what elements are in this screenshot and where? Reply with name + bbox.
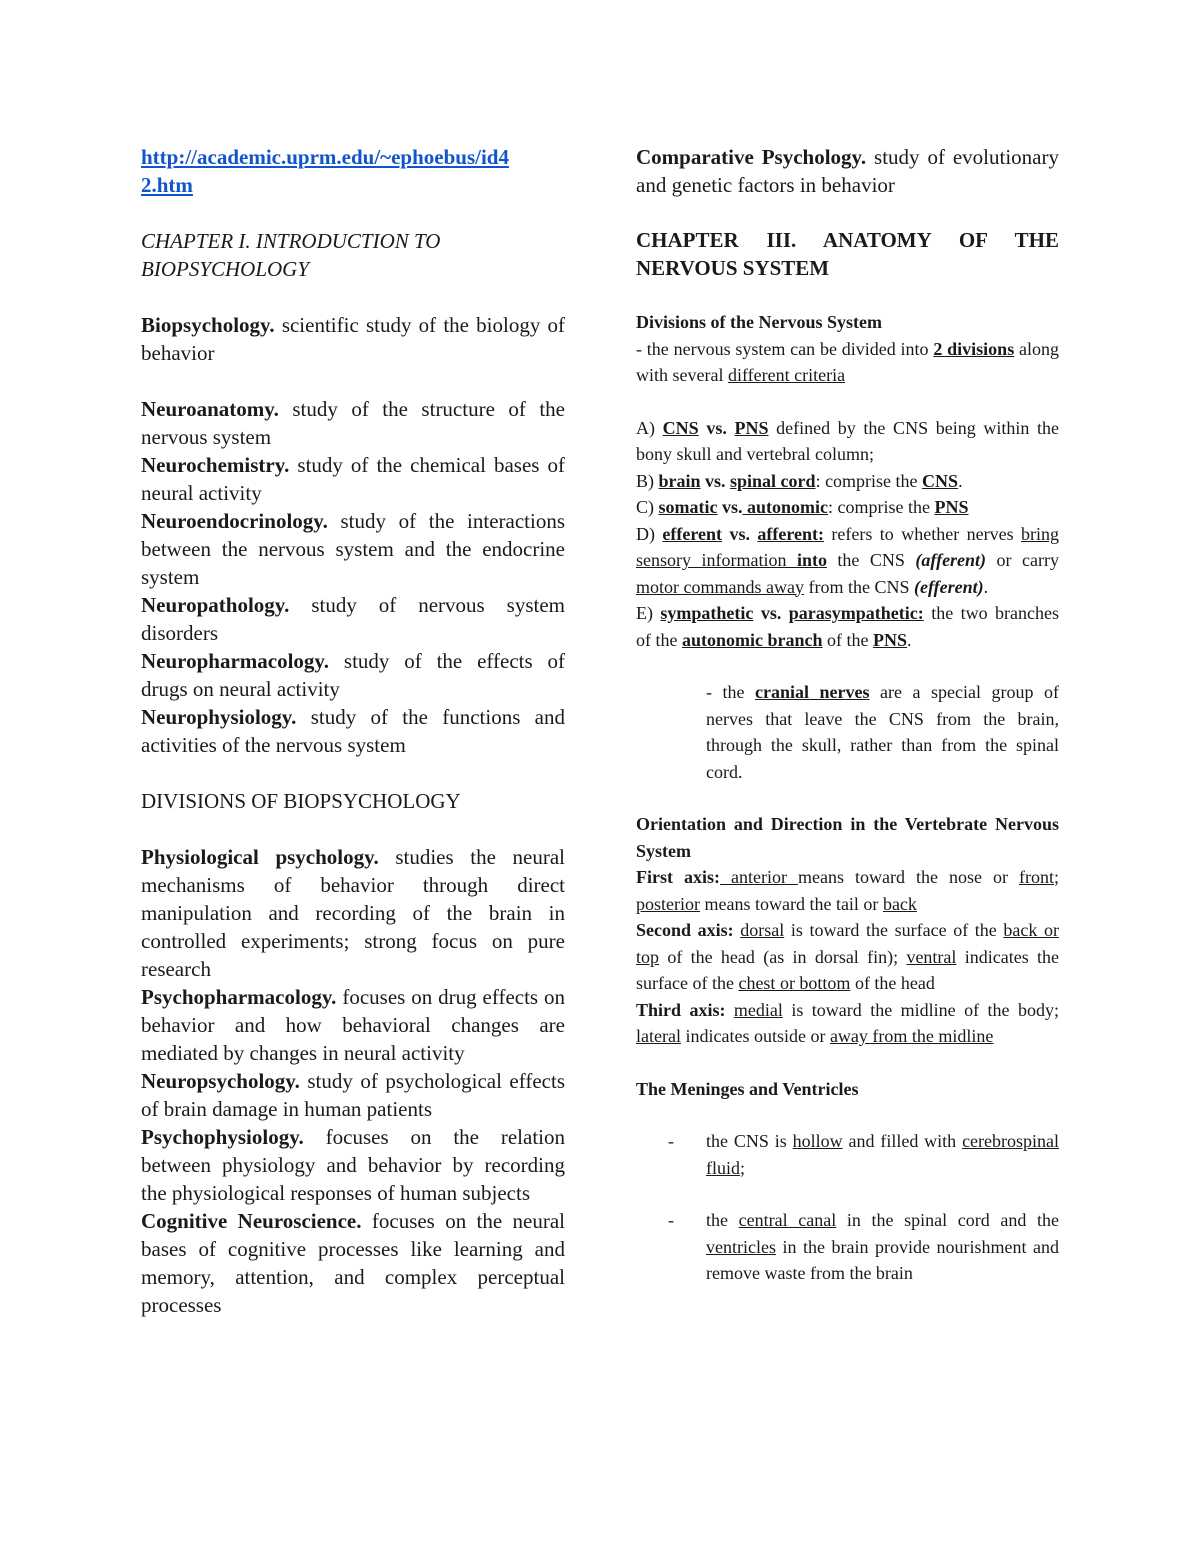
term-definition: scientific study of the biology of behavior bbox=[141, 313, 565, 365]
list-label: D) bbox=[636, 523, 663, 544]
term-definition: focuses on the neural bases of cognitive processes like learning and memory, attention, and complex perceptual processes bbox=[141, 1209, 566, 1317]
text: defined by the CNS being within the bony skull and vertebral column; bbox=[636, 417, 1060, 464]
term-definition: study of the structure of the nervous system bbox=[141, 397, 566, 449]
term-neurochemistry bbox=[141, 451, 565, 507]
text: is toward the midline of the body; bbox=[782, 999, 1059, 1020]
term-cognitive-neuroscience bbox=[141, 1207, 565, 1319]
emphasis: hollow bbox=[792, 1131, 843, 1151]
term-label: Physiological psychology. bbox=[141, 845, 379, 869]
term-neuroanatomy bbox=[141, 395, 565, 451]
term-label: Psychopharmacology. bbox=[141, 985, 337, 1009]
list-label: B) bbox=[636, 470, 659, 491]
term-label: Psychophysiology. bbox=[141, 1125, 304, 1149]
emphasis: lateral bbox=[636, 1026, 681, 1046]
emphasis: chest or bottom bbox=[738, 973, 851, 993]
text: : comprise the bbox=[828, 497, 935, 517]
division-e bbox=[636, 600, 1059, 653]
emphasis: ventricles bbox=[706, 1236, 776, 1257]
emphasis: (afferent) bbox=[915, 550, 987, 570]
term-label: Neurochemistry. bbox=[141, 453, 290, 477]
axis-label: First axis: bbox=[636, 867, 720, 887]
emphasis: autonomic bbox=[742, 497, 828, 517]
term-definition: study of psychological effects of brain damage in human patients bbox=[141, 1069, 566, 1121]
emphasis: parasympathetic: bbox=[788, 603, 924, 623]
text: the two branches of the bbox=[636, 603, 1059, 650]
term-label: Neuropharmacology. bbox=[141, 649, 330, 673]
text: the bbox=[706, 1210, 739, 1230]
term-neuropharmacology bbox=[141, 647, 565, 703]
term-label: Comparative Psychology. bbox=[636, 145, 867, 169]
chapter-3-heading: CHAPTER III. ANATOMY OF THE NERVOUS SYSTEM bbox=[636, 228, 1059, 280]
bullet-central-canal bbox=[636, 1207, 1059, 1287]
chapter-1-line2: BIOPSYCHOLOGY bbox=[141, 257, 310, 281]
emphasis: central canal bbox=[738, 1210, 837, 1230]
text: vs. bbox=[722, 523, 758, 544]
text: indicates the surface of the bbox=[636, 946, 1060, 993]
bullet-dash: - bbox=[668, 1210, 674, 1230]
second-axis bbox=[636, 917, 1059, 997]
divisions-intro bbox=[636, 336, 1059, 389]
term-label: Neuroendocrinology. bbox=[141, 509, 328, 533]
text bbox=[725, 1000, 733, 1020]
text: and filled with bbox=[842, 1131, 963, 1151]
emphasis: somatic bbox=[658, 497, 718, 517]
text: in the spinal cord and the bbox=[836, 1210, 1060, 1230]
chapter-1-heading bbox=[141, 227, 565, 283]
emphasis: posterior bbox=[636, 893, 700, 914]
list-label: C) bbox=[636, 497, 659, 517]
emphasis: autonomic branch bbox=[681, 629, 823, 650]
term-neuroendocrinology bbox=[141, 507, 565, 591]
axis-label: Third axis: bbox=[636, 999, 726, 1020]
chapter-1-line1: CHAPTER I. INTRODUCTION TO bbox=[141, 229, 441, 253]
text: along with several bbox=[636, 338, 1059, 385]
bullet-cns-hollow bbox=[636, 1128, 1059, 1181]
text: of the head bbox=[850, 973, 935, 993]
emphasis: PNS bbox=[872, 629, 907, 650]
emphasis: (efferent) bbox=[913, 576, 984, 597]
term-comparative-psychology bbox=[636, 143, 1059, 199]
text: - the bbox=[706, 682, 756, 702]
text: vs. bbox=[700, 470, 731, 491]
meninges-title: The Meninges and Ventricles bbox=[636, 1078, 859, 1099]
emphasis: anterior bbox=[720, 867, 798, 887]
emphasis: 2 divisions bbox=[933, 338, 1015, 359]
term-definition: studies the neural mechanisms of behavior through direct manipulation and recording of the brain in controlled experiments; strong focus on pure research bbox=[141, 845, 565, 981]
term-biopsychology bbox=[141, 311, 565, 367]
text: of the bbox=[822, 629, 873, 650]
term-neuropathology bbox=[141, 591, 565, 647]
emphasis: afferent: bbox=[757, 523, 825, 544]
emphasis: efferent bbox=[662, 523, 723, 544]
list-label: A) bbox=[636, 417, 663, 438]
term-label: Cognitive Neuroscience. bbox=[141, 1209, 362, 1233]
term-physiological-psychology bbox=[141, 843, 565, 983]
term-definition: study of evolutionary and genetic factors in behavior bbox=[636, 145, 1059, 197]
list-label: E) bbox=[636, 603, 661, 623]
emphasis: back or top bbox=[636, 920, 1059, 967]
division-b bbox=[636, 468, 1059, 495]
emphasis: front bbox=[1019, 867, 1054, 887]
term-label: Neuroanatomy. bbox=[141, 397, 279, 421]
emphasis: ventral bbox=[906, 946, 957, 967]
term-label: Neuropsychology. bbox=[141, 1069, 300, 1093]
text: ; bbox=[740, 1157, 746, 1178]
divisions-nervous-system-title: Divisions of the Nervous System bbox=[636, 312, 882, 332]
source-link-line1[interactable]: http://academic.uprm.edu/~ephoebus/id4 bbox=[141, 145, 509, 169]
emphasis: CNS bbox=[922, 470, 959, 491]
term-definition: study of the chemical bases of neural activity bbox=[141, 453, 566, 505]
axis-label: Second axis: bbox=[636, 920, 734, 940]
text: of the head (as in dorsal fin); bbox=[659, 946, 907, 967]
divisions-heading: DIVISIONS OF BIOPSYCHOLOGY bbox=[141, 789, 461, 813]
emphasis: back bbox=[882, 893, 917, 914]
term-neurophysiology bbox=[141, 703, 565, 759]
term-label: Neuropathology. bbox=[141, 593, 290, 617]
emphasis: cerebrospinal fluid bbox=[706, 1131, 1060, 1178]
emphasis: PNS bbox=[734, 417, 769, 438]
term-definition: study of nervous system disorders bbox=[141, 593, 566, 645]
division-d bbox=[636, 521, 1059, 601]
emphasis: dorsal bbox=[740, 920, 785, 940]
emphasis: medial bbox=[733, 999, 783, 1020]
text: : comprise the bbox=[815, 470, 923, 491]
emphasis: spinal cord bbox=[730, 470, 816, 491]
emphasis: PNS bbox=[934, 497, 969, 517]
emphasis: cranial nerves bbox=[755, 682, 870, 702]
source-link-line2[interactable]: 2.htm bbox=[141, 173, 193, 197]
text: are a special group of nerves that leave the CNS from the brain, through the skull, rather than from the spinal cord. bbox=[706, 682, 1059, 782]
text: . bbox=[983, 576, 989, 597]
emphasis: into bbox=[796, 550, 827, 570]
division-a bbox=[636, 415, 1059, 468]
emphasis: away from the midline bbox=[829, 1026, 994, 1046]
emphasis: brain bbox=[658, 470, 701, 491]
term-definition: focuses on drug effects on behavior and how behavioral changes are mediated by changes in neural activity bbox=[141, 985, 565, 1065]
term-label: Neurophysiology. bbox=[141, 705, 297, 729]
term-definition: study of the effects of drugs on neural activity bbox=[141, 649, 566, 701]
text: vs. bbox=[753, 603, 789, 623]
text: indicates outside or bbox=[680, 1026, 830, 1046]
text: . bbox=[958, 470, 963, 491]
emphasis: sympathetic bbox=[660, 603, 754, 623]
text: refers to whether nerves bbox=[824, 523, 1021, 544]
text: in the brain provide nourishment and remove waste from the brain bbox=[706, 1236, 1059, 1283]
third-axis bbox=[636, 997, 1059, 1050]
text: vs. bbox=[717, 497, 743, 517]
orientation-title: Orientation and Direction in the Vertebrate Nervous System bbox=[636, 814, 1059, 861]
text: - the nervous system can be divided into bbox=[636, 338, 934, 359]
text: . bbox=[907, 629, 912, 650]
first-axis bbox=[636, 864, 1059, 917]
source-link[interactable] bbox=[141, 143, 565, 199]
term-definition: study of the interactions between the nervous system and the endocrine system bbox=[141, 509, 565, 589]
term-psychophysiology bbox=[141, 1123, 565, 1207]
term-psychopharmacology bbox=[141, 983, 565, 1067]
text: ; bbox=[1054, 867, 1060, 887]
text: or carry bbox=[986, 550, 1059, 570]
term-neuropsychology bbox=[141, 1067, 565, 1123]
text: from the CNS bbox=[803, 576, 914, 597]
text: vs. bbox=[698, 417, 735, 438]
text: the CNS bbox=[826, 550, 916, 570]
text: the CNS is bbox=[706, 1131, 793, 1151]
text: means toward the tail or bbox=[699, 893, 883, 914]
term-label: Biopsychology. bbox=[141, 313, 275, 337]
left-column bbox=[141, 143, 565, 1319]
emphasis: bring sensory information bbox=[636, 523, 1059, 570]
term-definition: study of the functions and activities of the nervous system bbox=[141, 705, 565, 757]
emphasis: different criteria bbox=[727, 365, 846, 385]
division-c bbox=[636, 494, 1059, 521]
cranial-nerves-note bbox=[706, 679, 1059, 785]
text: means toward the nose or bbox=[798, 867, 1019, 887]
emphasis: motor commands away bbox=[636, 576, 804, 597]
emphasis: CNS bbox=[662, 417, 699, 438]
right-column bbox=[636, 143, 1059, 1287]
bullet-dash: - bbox=[668, 1131, 674, 1151]
text: is toward the surface of the bbox=[784, 920, 1004, 940]
term-definition: focuses on the relation between physiology and behavior by recording the physiological responses of human subjects bbox=[141, 1125, 565, 1205]
